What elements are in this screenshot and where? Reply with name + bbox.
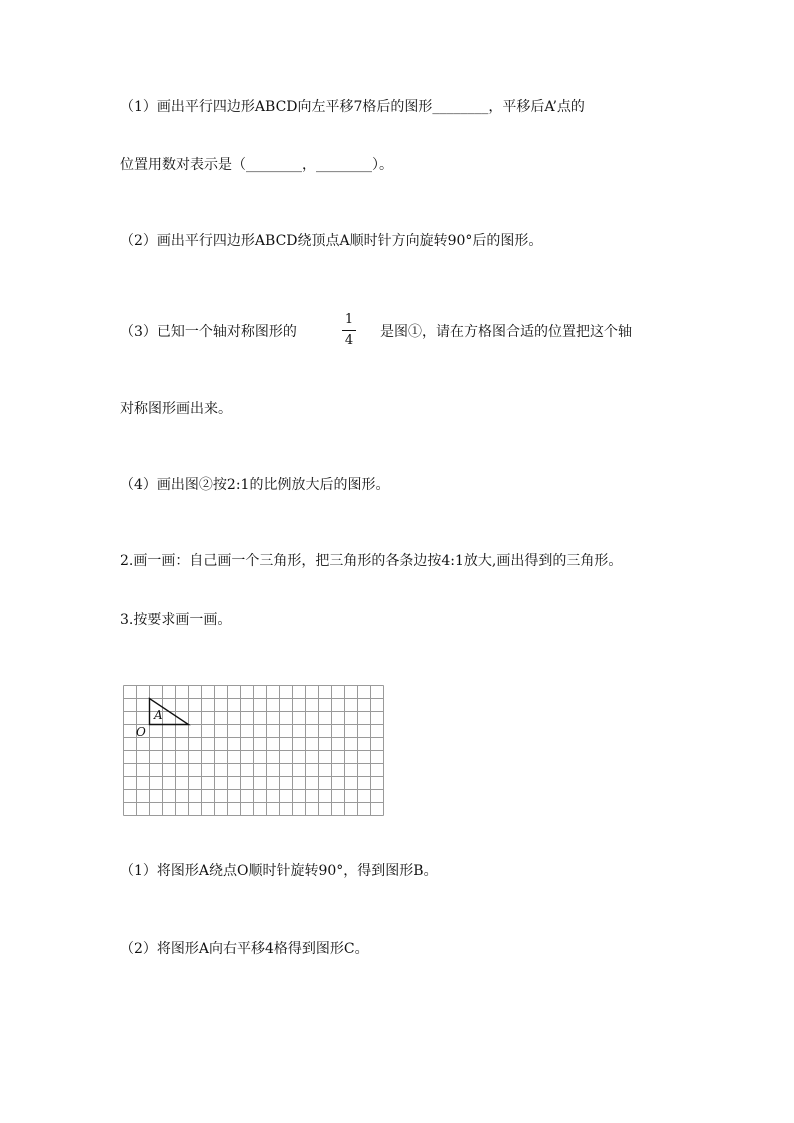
label-o: O xyxy=(136,725,146,739)
question-2: 2.画一画：自己画一个三角形，把三角形的各条边按4:1放大,画出得到的三角形。 xyxy=(120,553,623,569)
q3-sub2: （2）将图形A向右平移4格得到图形C。 xyxy=(120,941,369,957)
q1-part1-line2: 位置用数对表示是（________，________）。 xyxy=(120,157,393,173)
fraction-denominator: 4 xyxy=(344,333,354,348)
q1-part2: （2）画出平行四边形ABCD绕顶点A顺时针方向旋转90°后的图形。 xyxy=(120,233,543,249)
grid-figure xyxy=(121,684,389,818)
fraction-one-quarter xyxy=(338,312,360,349)
grid-lines xyxy=(124,686,384,816)
q3-sub1: （1）将图形A绕点O顺时针旋转90°，得到图形B。 xyxy=(120,863,438,879)
q1-part3-line2: 对称图形画出来。 xyxy=(120,401,232,417)
q1-part3-after-fraction: 是图①，请在方格图合适的位置把这个轴 xyxy=(380,324,632,340)
q1-part1-line1: （1）画出平行四边形ABCD向左平移7格后的图形________，平移后A’点的 xyxy=(120,99,585,115)
fraction-bar xyxy=(342,330,356,331)
question-3-title: 3.按要求画一画。 xyxy=(120,612,232,628)
label-a: A xyxy=(154,708,163,722)
q1-part3-before-fraction: （3）已知一个轴对称图形的 xyxy=(120,324,297,340)
q1-part4: （4）画出图②按2:1的比例放大后的图形。 xyxy=(120,477,390,493)
fraction-numerator: 1 xyxy=(344,312,354,327)
